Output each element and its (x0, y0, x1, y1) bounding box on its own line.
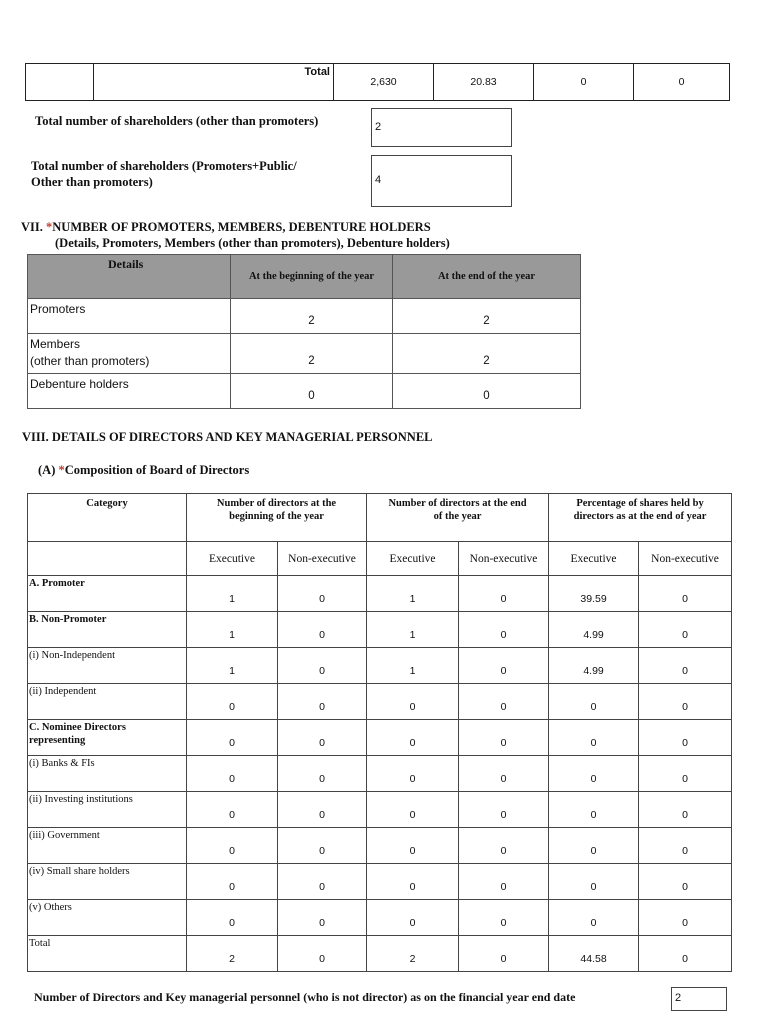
end-executive-value[interactable]: 2 (367, 936, 459, 972)
pct-executive-value[interactable]: 44.58 (549, 936, 639, 972)
category-cell (28, 612, 187, 648)
begin-executive-value[interactable]: 0 (187, 684, 278, 720)
category-cell (28, 792, 187, 828)
table-row (28, 576, 732, 612)
begin-nonexecutive-value[interactable]: 0 (278, 936, 367, 972)
end-nonexecutive-value[interactable]: 0 (459, 720, 549, 756)
header-pct-line2: directors as at the end of year (573, 511, 707, 522)
category-cell (28, 576, 187, 612)
total-label: Total (94, 64, 334, 101)
pct-nonexecutive-value[interactable]: 0 (639, 900, 732, 936)
header-pct-line1: Percentage of shares held by (576, 498, 704, 509)
subheader-nonexecutive: Non-executive (278, 542, 367, 576)
row-label-debenture: Debenture holders (28, 374, 231, 409)
end-executive-value[interactable]: 0 (367, 864, 459, 900)
table-row (28, 334, 581, 374)
header-details: Details (28, 255, 231, 299)
begin-nonexecutive-value[interactable]: 0 (278, 900, 367, 936)
section7-heading-prefix: VII. (21, 220, 47, 234)
members-end[interactable]: 2 (393, 334, 581, 374)
total-value-4: 0 (634, 64, 730, 101)
category-cell (28, 684, 187, 720)
total-value-2: 20.83 (434, 64, 534, 101)
shareholders-total-label (31, 158, 297, 190)
table-row (28, 684, 732, 720)
end-nonexecutive-value[interactable]: 0 (459, 648, 549, 684)
begin-nonexecutive-value[interactable]: 0 (278, 756, 367, 792)
begin-nonexecutive-value[interactable]: 0 (278, 864, 367, 900)
header-beginning: At the beginning of the year (231, 255, 393, 299)
category-cell (28, 936, 187, 972)
category-label: (iii) Government (29, 830, 100, 841)
row-label-promoters: Promoters (28, 299, 231, 334)
begin-nonexecutive-value[interactable]: 0 (278, 828, 367, 864)
begin-executive-value[interactable]: 2 (187, 936, 278, 972)
pct-nonexecutive-value[interactable]: 0 (639, 684, 732, 720)
end-nonexecutive-value[interactable]: 0 (459, 864, 549, 900)
begin-executive-value[interactable]: 1 (187, 648, 278, 684)
kmp-value[interactable]: 2 (671, 987, 727, 1011)
pct-executive-value[interactable]: 0 (549, 720, 639, 756)
end-nonexecutive-value[interactable]: 0 (459, 576, 549, 612)
end-nonexecutive-value[interactable]: 0 (459, 612, 549, 648)
total-value-1: 2,630 (334, 64, 434, 101)
category-label: (i) Non-Independent (29, 650, 116, 661)
begin-executive-value[interactable]: 0 (187, 900, 278, 936)
pct-executive-value[interactable]: 4.99 (549, 648, 639, 684)
total-summary-row (26, 64, 730, 101)
header-begin-year (187, 494, 367, 542)
begin-executive-value[interactable]: 0 (187, 756, 278, 792)
section7-heading (21, 219, 431, 235)
end-executive-value[interactable]: 0 (367, 900, 459, 936)
subheader-nonexecutive: Non-executive (639, 542, 732, 576)
begin-executive-value[interactable]: 0 (187, 720, 278, 756)
pct-nonexecutive-value[interactable]: 0 (639, 792, 732, 828)
begin-executive-value[interactable]: 0 (187, 792, 278, 828)
begin-nonexecutive-value[interactable]: 0 (278, 648, 367, 684)
kmp-label: Number of Directors and Key managerial personnel (who is not director) as on the financial year end date (34, 990, 576, 1004)
section7-heading-text: NUMBER OF PROMOTERS, MEMBERS, DEBENTURE HOLDERS (52, 220, 431, 234)
table-row (28, 374, 581, 409)
subheader-executive: Executive (187, 542, 278, 576)
category-label-line2: representing (29, 735, 86, 746)
table-row (28, 864, 732, 900)
begin-nonexecutive-value[interactable]: 0 (278, 792, 367, 828)
table-row (28, 900, 732, 936)
promoters-begin[interactable]: 2 (231, 299, 393, 334)
end-nonexecutive-value[interactable]: 0 (459, 936, 549, 972)
category-label: B. Non-Promoter (29, 614, 107, 625)
required-star: * (46, 220, 53, 234)
table-row (28, 756, 732, 792)
end-executive-value[interactable]: 0 (367, 828, 459, 864)
category-label: (ii) Independent (29, 686, 97, 697)
subheader-executive: Executive (367, 542, 459, 576)
pct-executive-value[interactable]: 0 (549, 684, 639, 720)
pct-nonexecutive-value[interactable]: 0 (639, 864, 732, 900)
table-row (28, 792, 732, 828)
pct-executive-value[interactable]: 0 (549, 828, 639, 864)
directors-table-body (28, 576, 732, 972)
shareholders-total-value[interactable]: 4 (371, 155, 512, 207)
header-end-line1: Number of directors at the end (388, 498, 527, 509)
end-executive-value[interactable]: 1 (367, 576, 459, 612)
category-cell (28, 828, 187, 864)
empty-cell (26, 64, 94, 101)
begin-executive-value[interactable]: 0 (187, 864, 278, 900)
section7-subheading: (Details, Promoters, Members (other than promoters), Debenture holders) (55, 236, 450, 250)
header-category: Category (28, 494, 187, 542)
row-label-members (28, 334, 231, 374)
end-nonexecutive-value[interactable]: 0 (459, 684, 549, 720)
subheader-nonexecutive: Non-executive (459, 542, 549, 576)
table-row (28, 828, 732, 864)
promoters-members-table (27, 254, 581, 409)
debenture-end[interactable]: 0 (393, 374, 581, 409)
table-row (28, 648, 732, 684)
category-label: (v) Others (29, 902, 72, 913)
pct-executive-value[interactable]: 0 (549, 864, 639, 900)
promoters-end[interactable]: 2 (393, 299, 581, 334)
end-nonexecutive-value[interactable]: 0 (459, 756, 549, 792)
directors-table-header (28, 494, 732, 542)
shareholders-total-label-line2: Other than promoters) (31, 175, 153, 189)
end-nonexecutive-value[interactable]: 0 (459, 900, 549, 936)
header-end: At the end of the year (393, 255, 581, 299)
end-nonexecutive-value[interactable]: 0 (459, 792, 549, 828)
pct-nonexecutive-value[interactable]: 0 (639, 648, 732, 684)
subheader-blank (28, 542, 187, 576)
header-end-year (367, 494, 549, 542)
begin-nonexecutive-value[interactable]: 0 (278, 720, 367, 756)
shareholders-total-label-line1: Total number of shareholders (Promoters+Public/ (31, 159, 297, 173)
subheader-executive: Executive (549, 542, 639, 576)
header-begin-line1: Number of directors at the (216, 498, 337, 509)
pct-nonexecutive-value[interactable]: 0 (639, 612, 732, 648)
section8-sub-text: Composition of Board of Directors (64, 463, 250, 477)
end-executive-value[interactable]: 1 (367, 648, 459, 684)
debenture-begin[interactable]: 0 (231, 374, 393, 409)
category-label: C. Nominee Directors (29, 722, 126, 733)
section8-heading: VIII. DETAILS OF DIRECTORS AND KEY MANAGERIAL PERSONNEL (22, 430, 433, 444)
board-composition-table (27, 493, 732, 972)
table-row (28, 936, 732, 972)
members-label-line2: (other than promoters) (30, 354, 150, 368)
end-executive-value[interactable]: 0 (367, 756, 459, 792)
pct-executive-value[interactable]: 4.99 (549, 612, 639, 648)
total-summary-table (25, 63, 730, 101)
header-percentage (549, 494, 732, 542)
pct-nonexecutive-value[interactable]: 0 (639, 756, 732, 792)
pct-executive-value[interactable]: 0 (549, 900, 639, 936)
pct-nonexecutive-value[interactable]: 0 (639, 936, 732, 972)
category-cell (28, 648, 187, 684)
directors-subheader-row (28, 542, 732, 576)
category-cell (28, 864, 187, 900)
table-row (28, 299, 581, 334)
pct-executive-value[interactable]: 0 (549, 756, 639, 792)
end-executive-value[interactable]: 1 (367, 612, 459, 648)
begin-executive-value[interactable]: 0 (187, 828, 278, 864)
total-value-3: 0 (534, 64, 634, 101)
end-executive-value[interactable]: 0 (367, 792, 459, 828)
begin-executive-value[interactable]: 1 (187, 576, 278, 612)
pct-nonexecutive-value[interactable]: 0 (639, 720, 732, 756)
members-label-line1: Members (30, 337, 81, 351)
shareholders-other-label: Total number of shareholders (other than promoters) (35, 114, 319, 128)
shareholders-other-value[interactable]: 2 (371, 108, 512, 147)
begin-nonexecutive-value[interactable]: 0 (278, 612, 367, 648)
category-label: (i) Banks & FIs (29, 758, 95, 769)
category-label: A. Promoter (29, 578, 85, 589)
category-cell (28, 756, 187, 792)
category-label: (iv) Small share holders (29, 866, 130, 877)
end-executive-value[interactable]: 0 (367, 684, 459, 720)
section8-subheading (38, 462, 249, 478)
section8-sub-prefix: (A) (38, 463, 59, 477)
pct-nonexecutive-value[interactable]: 0 (639, 828, 732, 864)
pct-nonexecutive-value[interactable]: 0 (639, 576, 732, 612)
members-begin[interactable]: 2 (231, 334, 393, 374)
header-begin-line2: beginning of the year (229, 511, 324, 522)
begin-nonexecutive-value[interactable]: 0 (278, 576, 367, 612)
table-row (28, 612, 732, 648)
header-end-line2: of the year (433, 511, 482, 522)
promoters-table-header (28, 255, 581, 299)
table-row (28, 720, 732, 756)
category-label: (ii) Investing institutions (29, 794, 133, 805)
category-label: Total (29, 938, 51, 949)
category-cell (28, 720, 187, 756)
category-cell (28, 900, 187, 936)
pct-executive-value[interactable]: 39.59 (549, 576, 639, 612)
pct-executive-value[interactable]: 0 (549, 792, 639, 828)
end-executive-value[interactable]: 0 (367, 720, 459, 756)
required-star: * (58, 463, 65, 477)
begin-executive-value[interactable]: 1 (187, 612, 278, 648)
begin-nonexecutive-value[interactable]: 0 (278, 684, 367, 720)
end-nonexecutive-value[interactable]: 0 (459, 828, 549, 864)
